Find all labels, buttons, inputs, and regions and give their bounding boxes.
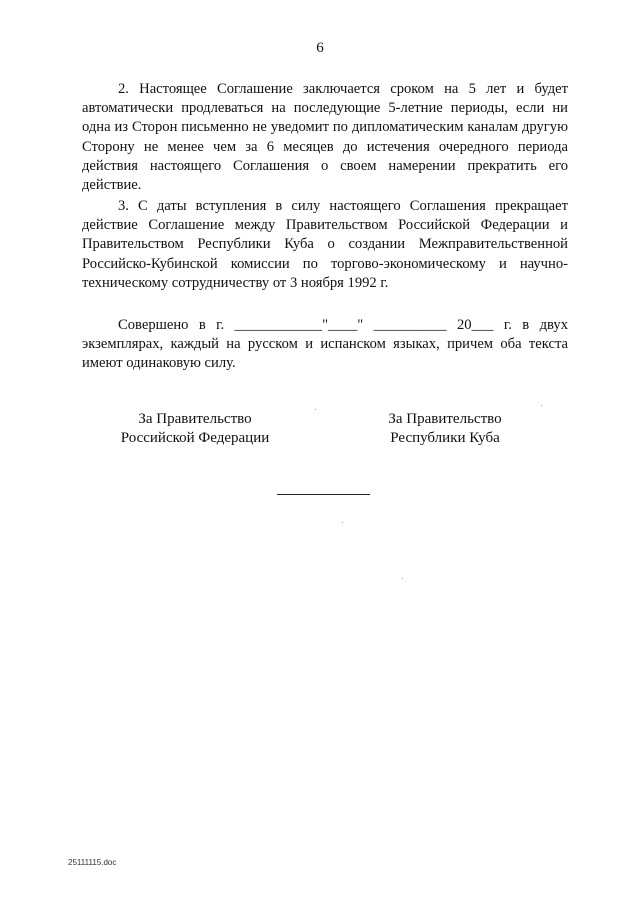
signature-cuba-line2: Республики Куба <box>390 430 500 446</box>
page-number: 6 <box>316 40 324 56</box>
signature-russia-line1: За Правительство <box>138 411 252 427</box>
scan-speck <box>541 405 542 406</box>
scan-speck <box>315 409 316 410</box>
signature-block-russia <box>95 410 295 448</box>
signature-russia-line2: Российской Федерации <box>120 430 270 446</box>
signature-cuba-line1: За Правительство <box>388 411 502 427</box>
footer-filename: 25111115.doc <box>68 858 117 867</box>
scan-speck <box>402 578 403 579</box>
paragraph-done-at: Совершено в г. ____________"____" __________ 20___ г. в двух экземплярах, каждый на русском и испанском языках, причем оба текста имеют одинаковую силу. <box>82 317 568 372</box>
scan-speck <box>342 522 343 523</box>
paragraph-previous-agreement-termination: 3. С даты вступления в силу настоящего Соглашения прекращает действие Соглашение между Правительством Российской Федерации и Правительством Республики Куба о создании Межправительственной Российско-Кубинской комиссии по торгово-экономическому и научно-техническому сотрудничеству от 3 ноября 1992 г. <box>82 198 568 291</box>
signature-block-cuba <box>345 410 545 448</box>
closing-divider-line <box>277 494 370 495</box>
paragraph-agreement-term: 2. Настоящее Соглашение заключается сроком на 5 лет и будет автоматически продлеваться на последующие 5-летние периоды, если ни одна из Сторон письменно не уведомит по дипломатическим каналам другую Сторону не менее чем за 6 месяцев до истечения очередного периода действия настоящего Соглашения о своем намерении прекратить его действие. <box>82 81 568 194</box>
